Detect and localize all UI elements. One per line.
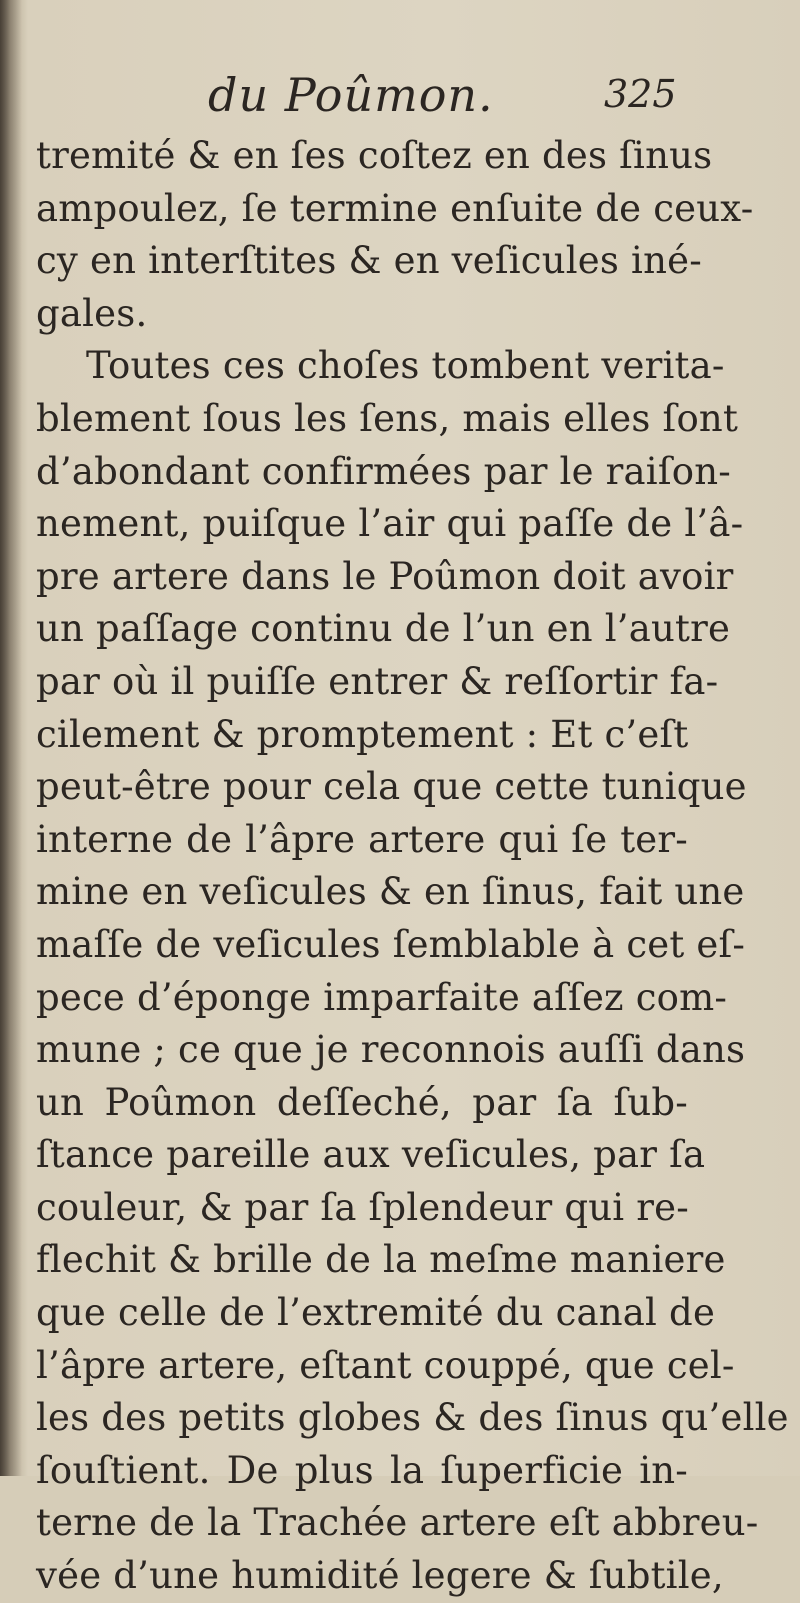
text-line: terne de la Trachée artere eſt abbreu- <box>36 1501 759 1545</box>
text-line: interne de l’âpre artere qui ſe ter- <box>36 817 688 861</box>
text-line: d’abondant confirmées par le raiſon- <box>36 449 731 493</box>
text-line: mune ; ce que je reconnois auſſi dans <box>36 1028 746 1072</box>
text-line: par où il puiſſe entrer & reſſortir fa- <box>36 659 719 703</box>
text-line: cy en interſtites & en veſicules iné- <box>36 239 702 283</box>
text-line: un paſſage continu de l’un en l’autre <box>36 607 731 651</box>
text-line: un Poûmon deſſeché, par ſa ſub- <box>36 1080 688 1124</box>
text-line: blement ſous les ſens, mais elles ſont <box>36 396 739 440</box>
text-line: les des petits globes & des ſinus qu’elle <box>36 1396 789 1440</box>
page-number: 325 <box>604 72 677 116</box>
text-line: mine en veſicules & en ſinus, fait une <box>36 870 745 914</box>
text-line: ampoulez, ſe termine enſuite de ceux- <box>36 186 754 230</box>
text-line: nement, puiſque l’air qui paſſe de l’â- <box>36 502 744 546</box>
text-line: maſſe de veſicules ſemblable à cet eſ- <box>36 922 746 966</box>
text-line: ſouſtient. De plus la ſuperficie in- <box>36 1448 688 1492</box>
text-line: vée d’une humidité legere & ſubtile, <box>36 1554 724 1598</box>
page-header <box>0 68 800 138</box>
text-line: ſtance pareille aux veſicules, par ſa <box>36 1133 706 1177</box>
text-line: tremité & en ſes coſtez en des ſinus <box>36 134 713 177</box>
text-line: Toutes ces choſes tombent verita- <box>86 344 725 388</box>
body-text <box>36 130 789 1603</box>
text-line: que celle de l’extremité du canal de <box>36 1291 716 1335</box>
text-line: gales. <box>36 291 148 335</box>
text-line: pece d’éponge imparfaite aſſez com- <box>36 975 728 1019</box>
running-title: du Poûmon. <box>208 68 494 122</box>
text-line: cilement & promptement : Et c’eſt <box>36 712 689 756</box>
text-line: couleur, & par ſa ſplendeur qui re- <box>36 1185 689 1229</box>
text-line: peut-être pour cela que cette tunique <box>36 765 747 809</box>
text-line: pre artere dans le Poûmon doit avoir <box>36 554 734 598</box>
text-line: l’âpre artere, eſtant couppé, que cel- <box>36 1343 735 1387</box>
gutter-shadow <box>0 0 22 1476</box>
text-line: flechit & brille de la meſme maniere <box>36 1238 726 1282</box>
